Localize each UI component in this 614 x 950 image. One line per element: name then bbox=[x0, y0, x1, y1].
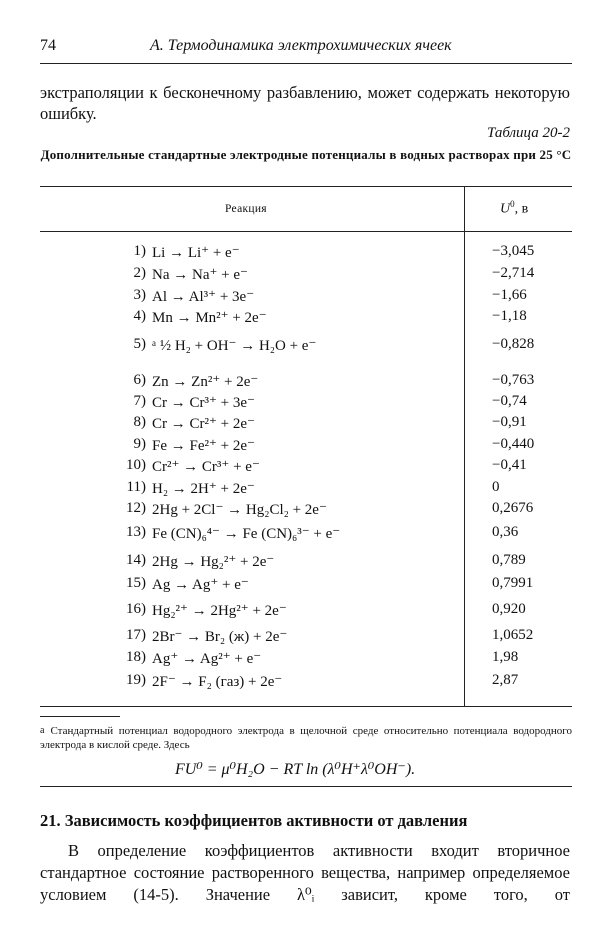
row-potential: −3,045 bbox=[492, 243, 535, 259]
row-number: 13) bbox=[126, 524, 146, 540]
row-potential: 0,2676 bbox=[492, 500, 534, 516]
table-column-divider bbox=[464, 186, 465, 706]
row-potential: 0 bbox=[492, 479, 500, 495]
row-potential: −0,41 bbox=[492, 457, 527, 473]
row-reaction: Al → Al³⁺ + 3e⁻ bbox=[152, 289, 255, 305]
row-reaction: Ag → Ag⁺ + e⁻ bbox=[152, 577, 249, 593]
header-rule bbox=[40, 63, 572, 64]
row-potential: −0,440 bbox=[492, 436, 535, 452]
row-number: 3) bbox=[133, 287, 146, 303]
section-paragraph: В определение коэффициентов активности входит вторичное стандартное состояние растворенного вещества, например определяемое условием (14-5). Значение λ⁰ᵢ зависит, кроме того, от bbox=[40, 841, 570, 904]
row-number: 5) bbox=[133, 336, 146, 352]
table-label: Таблица 20-2 bbox=[487, 125, 570, 141]
row-potential: 0,920 bbox=[492, 601, 526, 617]
row-number: 6) bbox=[133, 372, 146, 388]
footnote-rule bbox=[40, 716, 120, 717]
row-number: 19) bbox=[126, 672, 146, 688]
row-number: 4) bbox=[133, 308, 146, 324]
row-reaction: Fe (CN)₆⁴⁻ → Fe (CN)₆³⁻ + e⁻ bbox=[152, 526, 341, 542]
row-number: 18) bbox=[126, 649, 146, 665]
row-number: 11) bbox=[126, 479, 146, 495]
row-number: 7) bbox=[133, 393, 146, 409]
potential-unit: , в bbox=[514, 201, 529, 217]
row-reaction: Zn → Zn²⁺ + 2e⁻ bbox=[152, 374, 259, 390]
row-number: 10) bbox=[126, 457, 146, 473]
row-number: 16) bbox=[126, 601, 146, 617]
row-reaction: Na → Na⁺ + e⁻ bbox=[152, 267, 248, 283]
row-reaction: 2Br⁻ → Br₂ (ж) + 2e⁻ bbox=[152, 629, 288, 645]
row-potential: −1,66 bbox=[492, 287, 527, 303]
row-number: 9) bbox=[133, 436, 146, 452]
row-potential: 0,36 bbox=[492, 524, 519, 540]
row-reaction: Cr²⁺ → Cr³⁺ + e⁻ bbox=[152, 459, 260, 475]
row-potential: 1,98 bbox=[492, 649, 519, 665]
potential-sup: 0 bbox=[510, 199, 515, 209]
column-header-reaction: Реакция bbox=[225, 203, 267, 215]
row-potential: −0,763 bbox=[492, 372, 535, 388]
row-number: 8) bbox=[133, 414, 146, 430]
row-reaction: ᵃ ½ H₂ + OH⁻ → H₂O + e⁻ bbox=[152, 338, 317, 354]
row-reaction: H₂ → 2H⁺ + 2e⁻ bbox=[152, 481, 255, 497]
row-reaction: Ag⁺ → Ag²⁺ + e⁻ bbox=[152, 651, 262, 667]
row-potential: 0,7991 bbox=[492, 575, 534, 591]
footnote-text: Стандартный потенциал водородного электрода в щелочной среде относительно потенциала водородного электрода в кислой среде. Здесь bbox=[40, 725, 572, 751]
row-number: 14) bbox=[126, 552, 146, 568]
row-number: 17) bbox=[126, 627, 146, 643]
row-potential: 0,789 bbox=[492, 552, 526, 568]
table-header-rule bbox=[40, 231, 572, 232]
row-potential: −0,91 bbox=[492, 414, 527, 430]
row-reaction: Li → Li⁺ + e⁻ bbox=[152, 245, 240, 261]
footnote bbox=[40, 724, 572, 752]
table-bottom-rule bbox=[40, 706, 572, 707]
footnote-formula: FU⁰ = μ⁰H₂O − RT ln (λ⁰H⁺λ⁰OH⁻). bbox=[175, 761, 416, 778]
row-reaction: 2F⁻ → F₂ (газ) + 2e⁻ bbox=[152, 674, 283, 690]
row-reaction: Hg₂²⁺ → 2Hg²⁺ + 2e⁻ bbox=[152, 603, 287, 619]
row-potential: −1,18 bbox=[492, 308, 527, 324]
row-reaction: 2Hg → Hg₂²⁺ + 2e⁻ bbox=[152, 554, 275, 570]
row-number: 12) bbox=[126, 500, 146, 516]
row-potential: 1,0652 bbox=[492, 627, 534, 643]
row-reaction: 2Hg + 2Cl⁻ → Hg₂Cl₂ + 2e⁻ bbox=[152, 502, 327, 518]
potential-symbol: U bbox=[500, 201, 511, 217]
row-number: 1) bbox=[133, 243, 146, 259]
row-potential: −0,828 bbox=[492, 336, 535, 352]
row-potential: −2,714 bbox=[492, 265, 535, 281]
running-title: А. Термодинамика электрохимических ячеек bbox=[150, 37, 452, 54]
row-reaction: Cr → Cr²⁺ + 2e⁻ bbox=[152, 416, 255, 432]
row-number: 15) bbox=[126, 575, 146, 591]
page-number: 74 bbox=[40, 37, 56, 54]
row-reaction: Mn → Mn²⁺ + 2e⁻ bbox=[152, 310, 267, 326]
footnote-mark: a bbox=[40, 725, 45, 736]
section-rule bbox=[40, 786, 572, 787]
row-potential: 2,87 bbox=[492, 672, 519, 688]
row-reaction: Cr → Cr³⁺ + 3e⁻ bbox=[152, 395, 255, 411]
section-heading: 21. Зависимость коэффициентов активности от давления bbox=[40, 811, 468, 830]
row-number: 2) bbox=[133, 265, 146, 281]
intro-paragraph: экстраполяции к бесконечному разбавлению, может содержать некоторую ошибку. bbox=[40, 83, 570, 123]
row-potential: −0,74 bbox=[492, 393, 527, 409]
table-caption: Дополнительные стандартные электродные потенциалы в водных растворах при 25 °С bbox=[40, 147, 572, 162]
column-header-potential bbox=[500, 199, 528, 218]
table-top-rule bbox=[40, 186, 572, 187]
row-reaction: Fe → Fe²⁺ + 2e⁻ bbox=[152, 438, 255, 454]
